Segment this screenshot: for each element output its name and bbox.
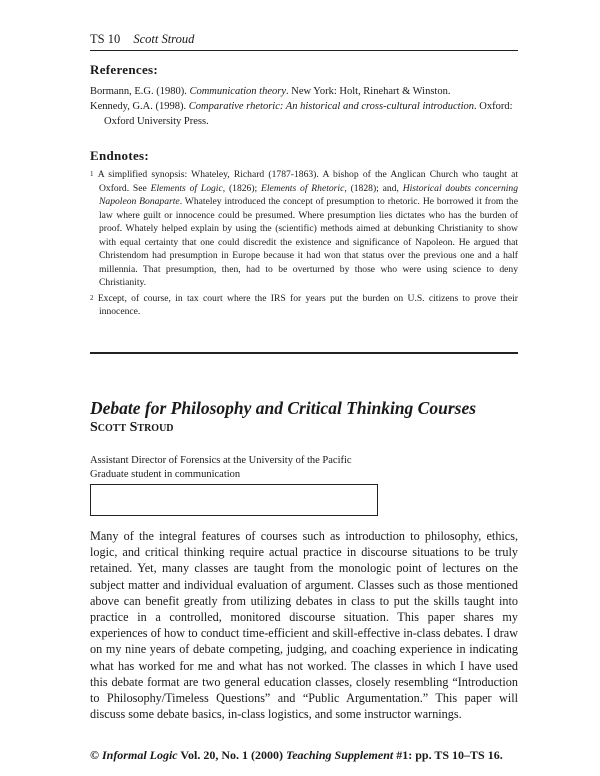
reference-item: Bormann, E.G. (1980). Communication theory. New York: Holt, Rinehart & Winston. [90, 86, 451, 97]
empty-box [90, 484, 378, 516]
endnotes-list [90, 168, 518, 321]
references-list [90, 84, 518, 129]
running-header [90, 32, 518, 47]
section-divider [90, 352, 518, 354]
header-rule [90, 50, 518, 51]
endnote-1: $^1$ A simplified synopsis: Whateley, Richard (1787-1863). A bishop of the Anglican Church who taught at Oxford. See Elements of Logic, (1826); Elements of Rhetoric, (1828); and, Historical doubts concerning Napoleon Bonaparte. Whateley introduced the concept of presumption to rhetoric. He borrowed it from the law where guilt or innocence could be presumed. Where presumption lies dictates who has the burden of proof. Whately helped explain by using the (scientific) methods aimed at debunking Christianity to show with equal certainty that one could discredit the existence and significance of Napoleon. He argued that Christendom had presumption in Europe because it had won that status over the previous one and a half millennia. That presumption, then, had to be overturned by those who were using science to deny Christianity. [90, 169, 518, 288]
endnotes-heading: Endnotes: [90, 148, 150, 163]
article-title: Debate for Philosophy and Critical Thinking Courses [90, 398, 477, 418]
article-author: Scott Stroud [90, 420, 174, 435]
running-author: Scott Stroud [133, 32, 195, 46]
author-affiliation: Assistant Director of Forensics at the University of the Pacific Graduate student in communication [90, 455, 352, 480]
citation-footer: © Informal Logic Vol. 20, No. 1 (2000) Teaching Supplement #1: pp. TS 10–TS 16. [90, 748, 503, 762]
page-label: TS 10 [90, 32, 121, 46]
article-body: Many of the integral features of courses such as introduction to philosophy, ethics, logic, and critical thinking require actual practice in discourse situations to be truly retained. Yet, many classes are taught from the monologic point of lectures on the subject matter and individual evaluation of argument. Classes such as those mentioned above can benefit greatly from utilizing debates in class to put the skills taught into practice in a controlled, monitored discourse situation. This paper shares my experiences of how to conduct time-efficient and skill-effective in-class debates. I draw on my nine years of debate competing, judging, and coaching experience in indicating what has worked for me and what has not worked. The classes in which I have used this debate format are two general education classes, closely resembling “Introduction to Philosophy/Timeless Questions” and “Public Argumentation.” This paper will discuss some debate basics, in-class logistics, and some instructor warnings. [90, 529, 518, 722]
references-heading: References: [90, 62, 159, 77]
endnote-2: $^2$ Except, of course, in tax court where the IRS for years put the burden on U.S. citizens to prove their innocence. [90, 292, 518, 317]
reference-item: Kennedy, G.A. (1998). Comparative rhetoric: An historical and cross-cultural introduction. Oxford: Oxford University Press. [90, 101, 513, 127]
